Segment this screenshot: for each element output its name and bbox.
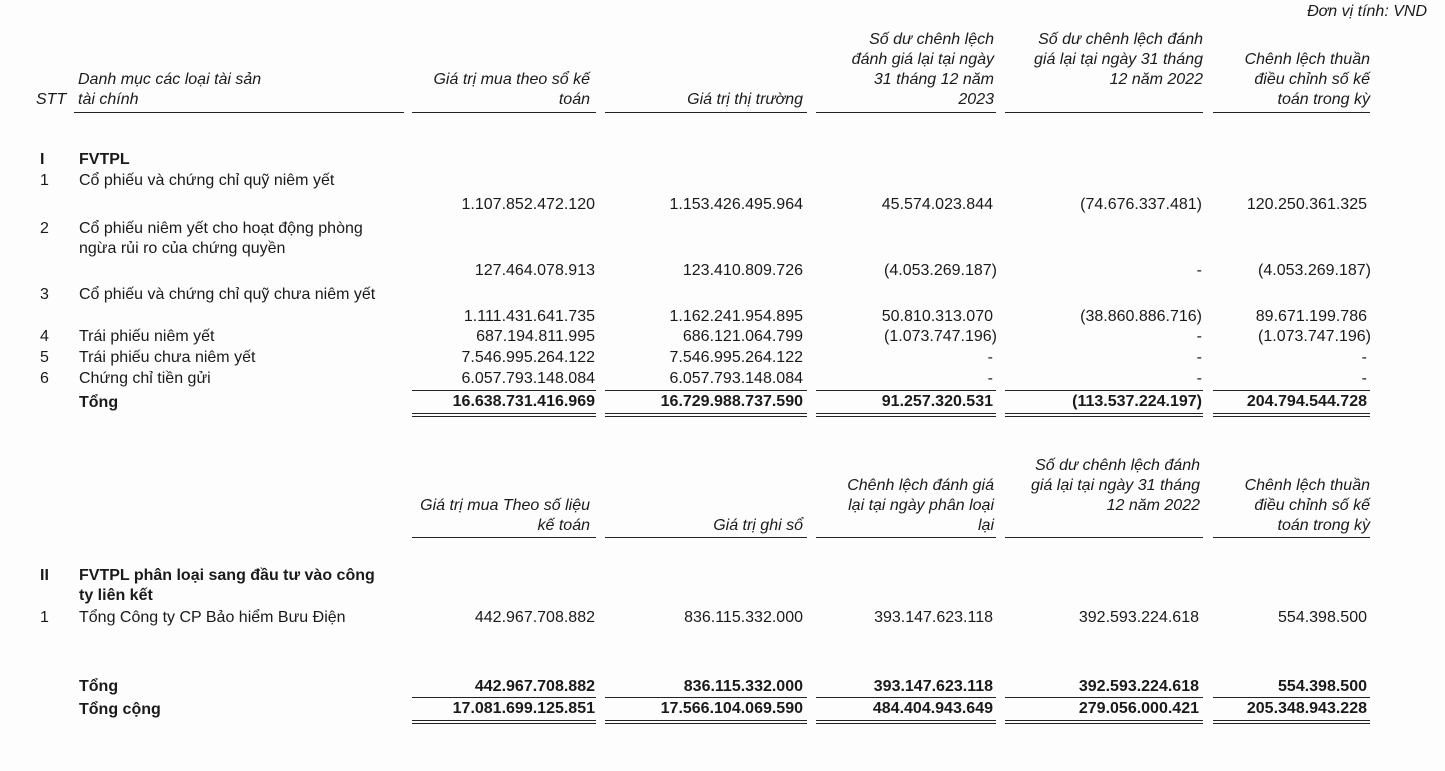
row-stt: 2: [40, 220, 49, 237]
row-name: Cổ phiếu và chứng chỉ quỹ niêm yết: [79, 172, 335, 189]
header-underline: [1005, 112, 1203, 113]
row-name: Trái phiếu niêm yết: [79, 328, 215, 345]
row-c5: (1.073.747.196): [1258, 328, 1371, 345]
row-c5: (4.053.269.187): [1258, 262, 1371, 279]
header-revaluation-2023: Số dư chênh lệch đánh giá lại tại ngày 31 tháng 12 năm 2023: [851, 31, 994, 108]
total-double-underline: [412, 413, 596, 417]
row-c1: 442.967.708.882: [474, 609, 595, 626]
section-number: II: [40, 567, 49, 584]
subtotal-line: [412, 697, 596, 698]
grand-total-double-underline: [1213, 720, 1370, 724]
grand-total-double-underline: [605, 720, 807, 724]
header-stt: STT: [36, 91, 67, 108]
total-c3: 91.257.320.531: [881, 393, 993, 410]
row-c1: 1.107.852.472.120: [461, 196, 595, 213]
grand-total-c1: 17.081.699.125.851: [452, 700, 595, 717]
grand-total-c2: 17.566.104.069.590: [660, 700, 803, 717]
section-number: I: [40, 151, 45, 168]
subtotal-line: [1213, 390, 1370, 391]
row-c2: 7.546.995.264.122: [669, 349, 803, 366]
row-c1: 1.111.431.641.735: [463, 308, 595, 325]
row-c1: 7.546.995.264.122: [461, 349, 595, 366]
header-underline: [1213, 537, 1370, 538]
row-stt: 6: [40, 370, 49, 387]
grand-total-double-underline: [412, 720, 596, 724]
subtotal-line: [816, 697, 996, 698]
row-c2: 1.153.426.495.964: [669, 196, 803, 213]
header-asset-category: Danh mục các loại tài sản tài chính: [78, 71, 262, 108]
subtotal-line: [1213, 697, 1370, 698]
row-c5: 554.398.500: [1278, 609, 1367, 626]
row-name: Cổ phiếu niêm yết cho hoạt động phòng ngừa rủi ro của chứng quyền: [79, 220, 363, 257]
row-stt: 4: [40, 328, 49, 345]
header-underline: [412, 537, 596, 538]
subtotal-line: [605, 390, 807, 391]
header-underline: [605, 112, 807, 113]
grand-total-double-underline: [1005, 720, 1203, 724]
row-stt: 3: [40, 286, 49, 303]
grand-total-c4: 279.056.000.421: [1078, 700, 1199, 717]
total-c4: (113.537.224.197): [1072, 393, 1202, 410]
header-underline: [1005, 537, 1203, 538]
row-c4: -: [1196, 349, 1202, 366]
row-c3: -: [987, 370, 993, 387]
row-c2: 836.115.332.000: [684, 609, 803, 626]
row-c1: 6.057.793.148.084: [461, 370, 595, 387]
total-label: Tổng: [79, 394, 119, 411]
unit-note: Đơn vị tính: VND: [1307, 3, 1427, 20]
total-double-underline: [605, 413, 807, 417]
row-name: Chứng chỉ tiền gửi: [79, 370, 211, 387]
row-c4: -: [1196, 370, 1202, 387]
row-c4: -: [1196, 262, 1202, 279]
row-c5: 120.250.361.325: [1246, 196, 1367, 213]
grand-total-c5: 205.348.943.228: [1246, 700, 1367, 717]
total-double-underline: [816, 413, 996, 417]
total-c5: 554.398.500: [1278, 678, 1367, 695]
row-c5: -: [1361, 370, 1367, 387]
header-underline: [74, 112, 404, 113]
header-net-adjustment-2: Chênh lệch thuần điều chỉnh số kế toán trong kỳ: [1244, 477, 1370, 534]
total-c3: 393.147.623.118: [873, 678, 993, 695]
header-underline: [1213, 112, 1370, 113]
header-reclass-revaluation: Chênh lệch đánh giá lại tại ngày phân loại lại: [847, 477, 994, 534]
header-purchase-value: Giá trị mua theo sổ kế toán: [433, 71, 590, 108]
row-c3: 50.810.313.070: [881, 308, 993, 325]
header-revaluation-2022: Số dư chênh lệch đánh giá lại tại ngày 31 tháng 12 năm 2022: [1033, 31, 1203, 88]
row-stt: 1: [40, 172, 49, 189]
subtotal-line: [1005, 697, 1203, 698]
header-underline: [412, 112, 596, 113]
row-c2: 1.162.241.954.895: [669, 308, 803, 325]
total-c2: 836.115.332.000: [683, 678, 803, 695]
header-underline: [816, 112, 996, 113]
row-c5: 89.671.199.786: [1255, 308, 1367, 325]
row-c4: (38.860.886.716): [1080, 308, 1202, 325]
grand-total-double-underline: [816, 720, 996, 724]
total-label: Tổng: [79, 678, 119, 695]
total-double-underline: [1005, 413, 1203, 417]
row-c3: -: [987, 349, 993, 366]
row-stt: 5: [40, 349, 49, 366]
row-c1: 687.194.811.995: [476, 328, 595, 345]
header-market-value: Giá trị thị trường: [687, 91, 803, 108]
total-c2: 16.729.988.737.590: [660, 393, 803, 410]
section-title: FVTPL phân loại sang đầu tư vào công ty liên kết: [79, 567, 375, 604]
grand-total-label: Tổng cộng: [79, 701, 161, 718]
row-c2: 686.121.064.799: [682, 328, 803, 345]
row-c5: -: [1361, 349, 1367, 366]
subtotal-line: [605, 697, 807, 698]
row-c2: 123.410.809.726: [682, 262, 803, 279]
header-net-adjustment: Chênh lệch thuần điều chỉnh số kế toán trong kỳ: [1244, 51, 1370, 108]
row-c4: (74.676.337.481): [1080, 196, 1202, 213]
row-name: Tổng Công ty CP Bảo hiểm Bưu Điện: [79, 609, 346, 626]
total-c1: 16.638.731.416.969: [452, 393, 595, 410]
row-stt: 1: [40, 609, 49, 626]
row-c3: 393.147.623.118: [874, 609, 993, 626]
header-underline: [816, 537, 996, 538]
row-name: Trái phiếu chưa niêm yết: [79, 349, 256, 366]
row-c1: 127.464.078.913: [474, 262, 595, 279]
total-c1: 442.967.708.882: [474, 678, 595, 695]
section-title: FVTPL: [79, 151, 130, 168]
subtotal-line: [412, 390, 596, 391]
row-c2: 6.057.793.148.084: [669, 370, 803, 387]
row-name: Cổ phiếu và chứng chỉ quỹ chưa niêm yết: [79, 286, 376, 303]
row-c4: 392.593.224.618: [1078, 609, 1199, 626]
total-c4: 392.593.224.618: [1078, 678, 1199, 695]
row-c3: 45.574.023.844: [881, 196, 993, 213]
subtotal-line: [816, 390, 996, 391]
header-book-value: Giá trị ghi sổ: [713, 517, 803, 534]
row-c3: (1.073.747.196): [884, 328, 997, 345]
header-underline: [605, 537, 807, 538]
total-double-underline: [1213, 413, 1370, 417]
row-c3: (4.053.269.187): [884, 262, 997, 279]
grand-total-c3: 484.404.943.649: [872, 700, 993, 717]
subtotal-line: [1005, 390, 1203, 391]
total-c5: 204.794.544.728: [1246, 393, 1367, 410]
header-revaluation-2022-b: Số dư chênh lệch đánh giá lại tại ngày 31 tháng 12 năm 2022: [1030, 457, 1200, 514]
header-purchase-value-2: Giá trị mua Theo số liệu kế toán: [420, 497, 590, 534]
row-c4: -: [1196, 328, 1202, 345]
